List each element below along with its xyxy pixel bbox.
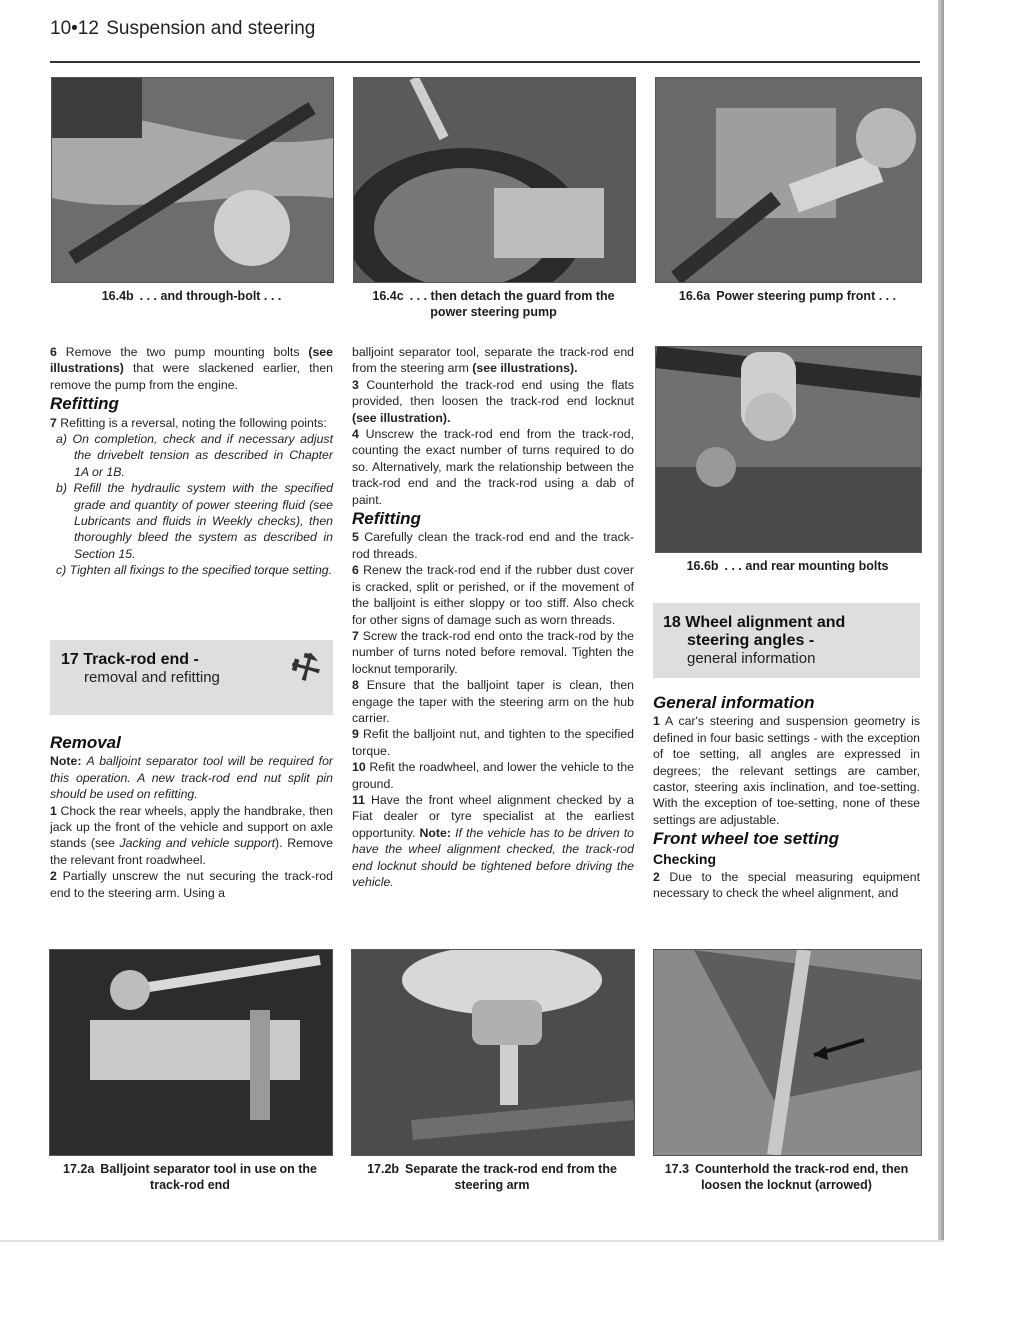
refitting-heading-2: Refitting (352, 509, 421, 529)
paragraph-3: 3 Counterhold the track-rod end using the flats provided, then loosen the track-rod end locknut (see illustration). (352, 377, 634, 425)
caption-16-4c: 16.4c . . . then detach the guard from the power steering pump (372, 289, 615, 319)
section-17-box (50, 640, 333, 715)
photo-16-6b (655, 346, 922, 553)
photo-16-6a (655, 77, 922, 283)
caption-16-6a: 16.6a Power steering pump front . . . (678, 289, 897, 303)
paragraph-6: 6 Remove the two pump mounting bolts (see illustrations) that were slackened earlier, then remove the pump from the engine. (50, 345, 334, 392)
wrench-difficulty-icon: ⚒ (283, 643, 329, 693)
caption-17-3: 17.3 Counterhold the track-rod end, then loosen the locknut (arrowed) (664, 1162, 909, 1192)
photo-17-2a (49, 949, 333, 1156)
paragraph-1c: 1 A car's steering and suspension geometry is defined in four basic settings - with the exception of toe setting, all angles are expressed in degrees; the relevant settings are camber, castor, steering axis inclination, and toe-setting. With the exception of toe-setting, none of these settings are adjustable. (653, 714, 920, 827)
caption-16-4b: 16.4b . . . and through-bolt . . . (101, 289, 282, 303)
paragraph-10: 10 Refit the roadwheel, and lower the vehicle to the ground. (352, 760, 634, 791)
paragraph-5: 5 Carefully clean the track-rod end and the track-rod threads. (352, 530, 634, 561)
chapter-title: Suspension and steering (106, 18, 316, 39)
removal-heading: Removal (50, 733, 121, 752)
list-item-b: b) Refill the hydraulic system with the specified grade and quantity of power steering fluid (see Lubricants and fluids in Weekly checks), then thoroughly bleed the system as described in Section 15. (56, 481, 334, 561)
page-bottom-edge (0, 1240, 944, 1242)
paragraph-2: 2 Partially unscrew the nut securing the track-rod end to the steering arm. Using a (50, 869, 333, 900)
photo-17-3 (653, 949, 922, 1156)
checking-heading: Checking (653, 850, 717, 867)
section-18-box (653, 603, 920, 678)
header-rule (50, 61, 920, 63)
general-information-heading: General information (653, 693, 815, 712)
paragraph-8: 8 Ensure that the balljoint taper is clean, then engage the taper with the steering arm on the hub carrier. (352, 678, 634, 725)
section-title: Wheel alignment and (685, 614, 846, 631)
page-edge-shadow (938, 0, 944, 1240)
page-header (50, 18, 315, 40)
page-number: 10•12 (50, 18, 99, 39)
paragraph-4: 4 Unscrew the track-rod end from the track-rod, counting the exact number of turns required to do so. Alternatively, mark the relationship between the track-rod end and the track-rod using a dab of paint. (352, 427, 634, 507)
paragraph-2c: 2 Due to the special measuring equipment necessary to check the wheel alignment, and (653, 870, 921, 901)
paragraph-6b: 6 Renew the track-rod end if the rubber dust cover is cracked, split or perished, or if the movement of the balljoint is either sloppy or too stiff. Also check for other signs of damage such as worn threads. (352, 563, 634, 627)
section-title-line2: steering angles - (687, 632, 815, 649)
photo-17-2b (351, 949, 635, 1156)
list-item-a: a) On completion, check and if necessary adjust the drivebelt tension as described in Chapter 1A or 1B. (56, 432, 333, 479)
list-item-c: c) Tighten all fixings to the specified torque setting. (56, 563, 333, 578)
toe-setting-heading: Front wheel toe setting (653, 829, 840, 849)
column-2 (352, 344, 634, 890)
section-number: 18 (663, 614, 681, 631)
refitting-heading: Refitting (50, 394, 119, 414)
section-subtitle: removal and refitting (84, 669, 220, 686)
photo-16-4c (353, 77, 636, 283)
column-3 (653, 692, 920, 902)
paragraph-1: 1 Chock the rear wheels, apply the handbrake, then jack up the front of the vehicle and support on axle stands (see Jacking and vehicle support). Remove the relevant front roadwheel. (50, 803, 333, 867)
note: Note: A balljoint separator tool will be required for this operation. A new track-rod end nut split pin should be used on refitting. (50, 754, 334, 802)
paragraph-continued: balljoint separator tool, separate the track-rod end from the steering arm (see illustrations). (352, 345, 634, 376)
paragraph-7b: 7 Screw the track-rod end onto the track-rod by the number of turns noted before removal. Tighten the locknut temporarily. (352, 628, 634, 676)
caption-17-2a: 17.2a Balljoint separator tool in use on the track-rod end (63, 1162, 317, 1192)
paragraph-7: 7 Refitting is a reversal, noting the following points: (50, 415, 327, 430)
column-1-lower (50, 732, 333, 901)
paragraph-9: 9 Refit the balljoint nut, and tighten to the specified torque. (352, 727, 634, 758)
column-1 (50, 344, 333, 579)
caption-17-2b: 17.2b Separate the track-rod end from the steering arm (367, 1162, 617, 1192)
paragraph-11: 11 Have the front wheel alignment checked by a Fiat dealer or tyre specialist at the earliest opportunity. Note: If the vehicle has to be driven to have the wheel alignment checked, the track-rod end locknut should be tightened before driving the vehicle. (352, 792, 635, 889)
photo-16-4b (51, 77, 334, 283)
caption-16-6b: 16.6b . . . and rear mounting bolts (686, 559, 889, 573)
section-number: 17 (61, 651, 79, 668)
section-title: Track-rod end - (83, 651, 199, 668)
section-subtitle: general information (687, 650, 816, 667)
